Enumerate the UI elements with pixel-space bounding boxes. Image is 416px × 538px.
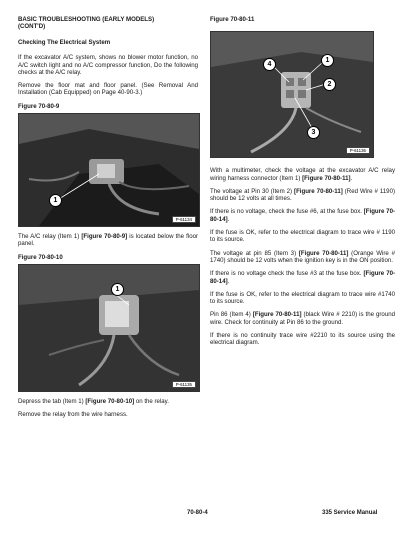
paragraph-fuse6 [210, 208, 395, 223]
figure-reference: [Figure 70-80-11] [302, 174, 351, 182]
figure-photo [210, 31, 374, 158]
photo-illustration [211, 32, 373, 157]
text-run: is located below the floor panel. [18, 233, 199, 248]
text-run: on the relay. [134, 397, 169, 405]
paragraph-intro: If the excavator A/C system, shows no blower motor function, no A/C switch light and no A/C compressor function, Do the following checks at the A/C relay. [18, 54, 198, 76]
figure-reference: [Figure 70-80-14] [210, 270, 395, 285]
figure-label: Figure 70-80-9 [18, 102, 60, 110]
callout-marker: 4 [263, 58, 276, 71]
paragraph-trace-1190: If the fuse is OK, refer to the electrical diagram to trace wire # 1190 to its source. [210, 229, 395, 244]
text-run: (Orange Wire # 1740) should be 12 volts when the ignition key is in the ON position. [210, 249, 395, 264]
page-number: 70-80-4 [187, 510, 208, 516]
paragraph-pin86 [210, 311, 395, 326]
figure-reference: [Figure 70-80-9] [81, 233, 128, 241]
photo-number: P-61136 [346, 147, 370, 154]
section-header-line2: (CONT'D) [18, 23, 46, 30]
text-run: The voltage at pin 85 (Item 3) [210, 249, 299, 257]
section-header [18, 16, 198, 30]
paragraph-pin30 [210, 188, 395, 203]
text-run: If there is no voltage, check the fuse #6, at the fuse box. [210, 208, 364, 216]
text-run: Depress the tab (Item 1) [18, 397, 86, 405]
paragraph-trace-1740: If the fuse is OK, refer to the electrical diagram to trace wire #1740 to its source. [210, 290, 395, 306]
figure-photo [18, 264, 200, 392]
callout-marker: 3 [307, 126, 320, 139]
callout-marker: 1 [321, 54, 334, 67]
text-run: With a multimeter, check the voltage at the excavator A/C relay wiring harness connector (Item 1) [210, 167, 395, 182]
text-run: . [350, 174, 353, 182]
callout-marker: 1 [111, 283, 124, 296]
text-run: The voltage at Pin 30 (Item 2) [210, 187, 295, 195]
photo-illustration [19, 265, 199, 391]
text-run: (black Wire # 2210) is the ground wire. Check for continuity at Pin 86 to the ground. [210, 311, 395, 326]
figure-reference: [Figure 70-80-10] [85, 397, 135, 405]
figure-label: Figure 70-80-10 [18, 253, 63, 261]
photo-number: P-61134 [172, 216, 196, 223]
paragraph-remove-floor-mat: Remove the floor mat and floor panel. (See Removal And Installation (Cab Equipped) on Page 40-90-3.) [18, 82, 198, 97]
figure-label: Figure 70-80-11 [210, 16, 255, 23]
paragraph-multimeter [210, 167, 395, 182]
text-run: If there is no voltage check the fuse #3 at the fuse box. [210, 270, 364, 278]
photo-number: P-61135 [172, 381, 196, 388]
figure-reference: [Figure 70-80-11] [252, 311, 302, 319]
paragraph-fuse3 [210, 270, 395, 285]
paragraph-trace-2210: If there is no continuity trace wire #2210 to its source using the electrical diagram. [210, 332, 395, 347]
left-column [18, 16, 198, 425]
paragraph-depress-tab [18, 398, 198, 405]
paragraph-relay-location [18, 233, 198, 248]
callout-marker: 2 [323, 78, 336, 91]
paragraph-pin85 [210, 250, 395, 265]
text-run: . [227, 215, 230, 223]
figure-reference: [Figure 70-80-11] [298, 249, 349, 257]
right-column [210, 16, 395, 353]
section-header-line1: BASIC TROUBLESHOOTING (EARLY MODELS) [18, 16, 155, 23]
section-subheader: Checking The Electrical System [18, 39, 111, 46]
photo-illustration [19, 114, 199, 226]
figure-reference: [Figure 70-80-11] [294, 187, 343, 195]
text-run: . [227, 277, 230, 285]
text-run: Pin 86 (Item 4) [210, 311, 253, 319]
callout-marker: 1 [49, 194, 62, 207]
paragraph-remove-relay: Remove the relay from the wire harness. [18, 411, 128, 419]
figure-photo [18, 113, 200, 227]
manual-title: 335 Service Manual [322, 510, 378, 516]
text-run: (Red Wire # 1190) should be 12 volts at all times. [210, 187, 395, 203]
figure-reference: [Figure 70-80-14] [210, 208, 395, 223]
text-run: The A/C relay (Item 1) [18, 233, 82, 241]
